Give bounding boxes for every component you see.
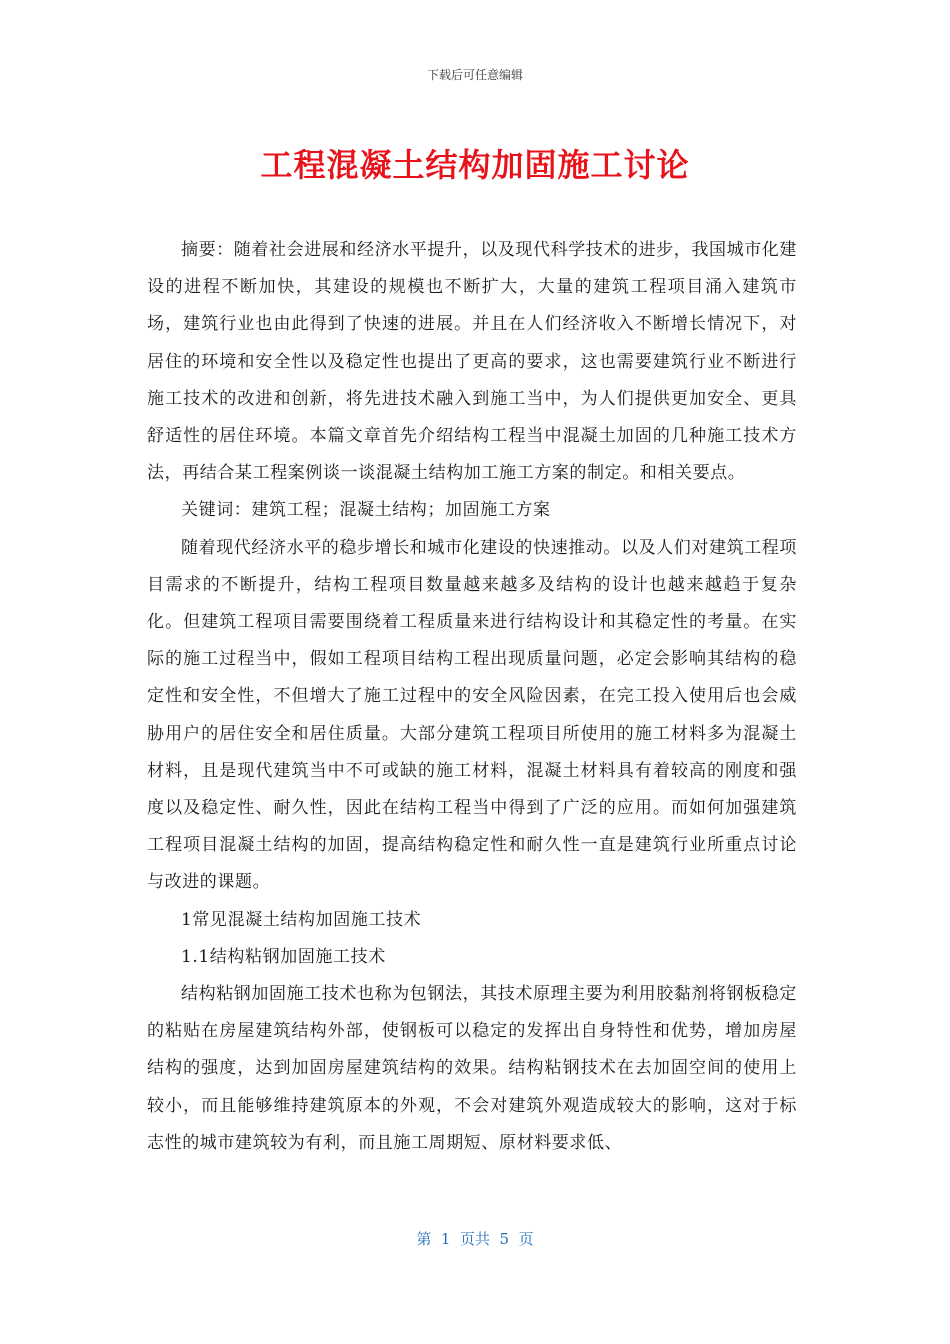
document-title: 工程混凝土结构加固施工讨论 bbox=[260, 146, 690, 184]
abstract-paragraph: 摘要：随着社会进展和经济水平提升，以及现代科学技术的进步，我国城市化建设的进程不断加快，其建设的规模也不断扩大，大量的建筑工程项目涌入建筑市场，建筑行业也由此得到了快速的进展。并且在人们经济收入不断增长情况下，对居住的环境和安全性以及稳定性也提出了更高的要求，这也需要建筑行业不断进行施工技术的改进和创新，将先进技术融入到施工当中，为人们提供更加安全、更具舒适性的居住环境。本篇文章首先介绍结构工程当中混凝土加固的几种施工技术方法，再结合某工程案例谈一谈混凝土结构加工施工方案的制定。和相关要点。 bbox=[147, 240, 797, 484]
header-note: 下载后可任意编辑 bbox=[426, 68, 523, 82]
page-number-footer: 第 1 页共 5 页 bbox=[416, 1230, 534, 1248]
subsection-heading: 1.1结构粘钢加固施工技术 bbox=[181, 946, 386, 967]
keywords-paragraph: 关键词：建筑工程；混凝土结构；加固施工方案 bbox=[181, 500, 551, 521]
intro-paragraph: 随着现代经济水平的稳步增长和城市化建设的快速推动。以及人们对建筑工程项目需求的不断提升，结构工程项目数量越来越多及结构的设计也越来越趋于复杂化。但建筑工程项目需要围绕着工程质量来进行结构设计和其稳定性的考量。在实际的施工过程当中，假如工程项目结构工程出现质量问题，必定会影响其结构的稳定性和安全性，不但增大了施工过程中的安全风险因素，在完工投入使用后也会威胁用户的居住安全和居住质量。大部分建筑工程项目所使用的施工材料多为混凝土材料，且是现代建筑当中不可或缺的施工材料，混凝土材料具有着较高的刚度和强度以及稳定性、耐久性，因此在结构工程当中得到了广泛的应用。而如何加强建筑工程项目混凝土结构的加固，提高结构稳定性和耐久性一直是建筑行业所重点讨论与改进的课题。 bbox=[147, 537, 797, 893]
section-heading: 1常见混凝土结构加固施工技术 bbox=[181, 909, 422, 930]
document-body bbox=[147, 232, 797, 1162]
body-paragraph: 结构粘钢加固施工技术也称为包钢法，其技术原理主要为利用胶黏剂将钢板稳定的粘贴在房屋建筑结构外部，使钢板可以稳定的发挥出自身特性和优势，增加房屋结构的强度，达到加固房屋建筑结构的效果。结构粘钢技术在去加固空间的使用上较小，而且能够维持建筑原本的外观，不会对建筑外观造成较大的影响，这对于标志性的城市建筑较为有利，而且施工周期短、原材料要求低、 bbox=[147, 984, 797, 1153]
